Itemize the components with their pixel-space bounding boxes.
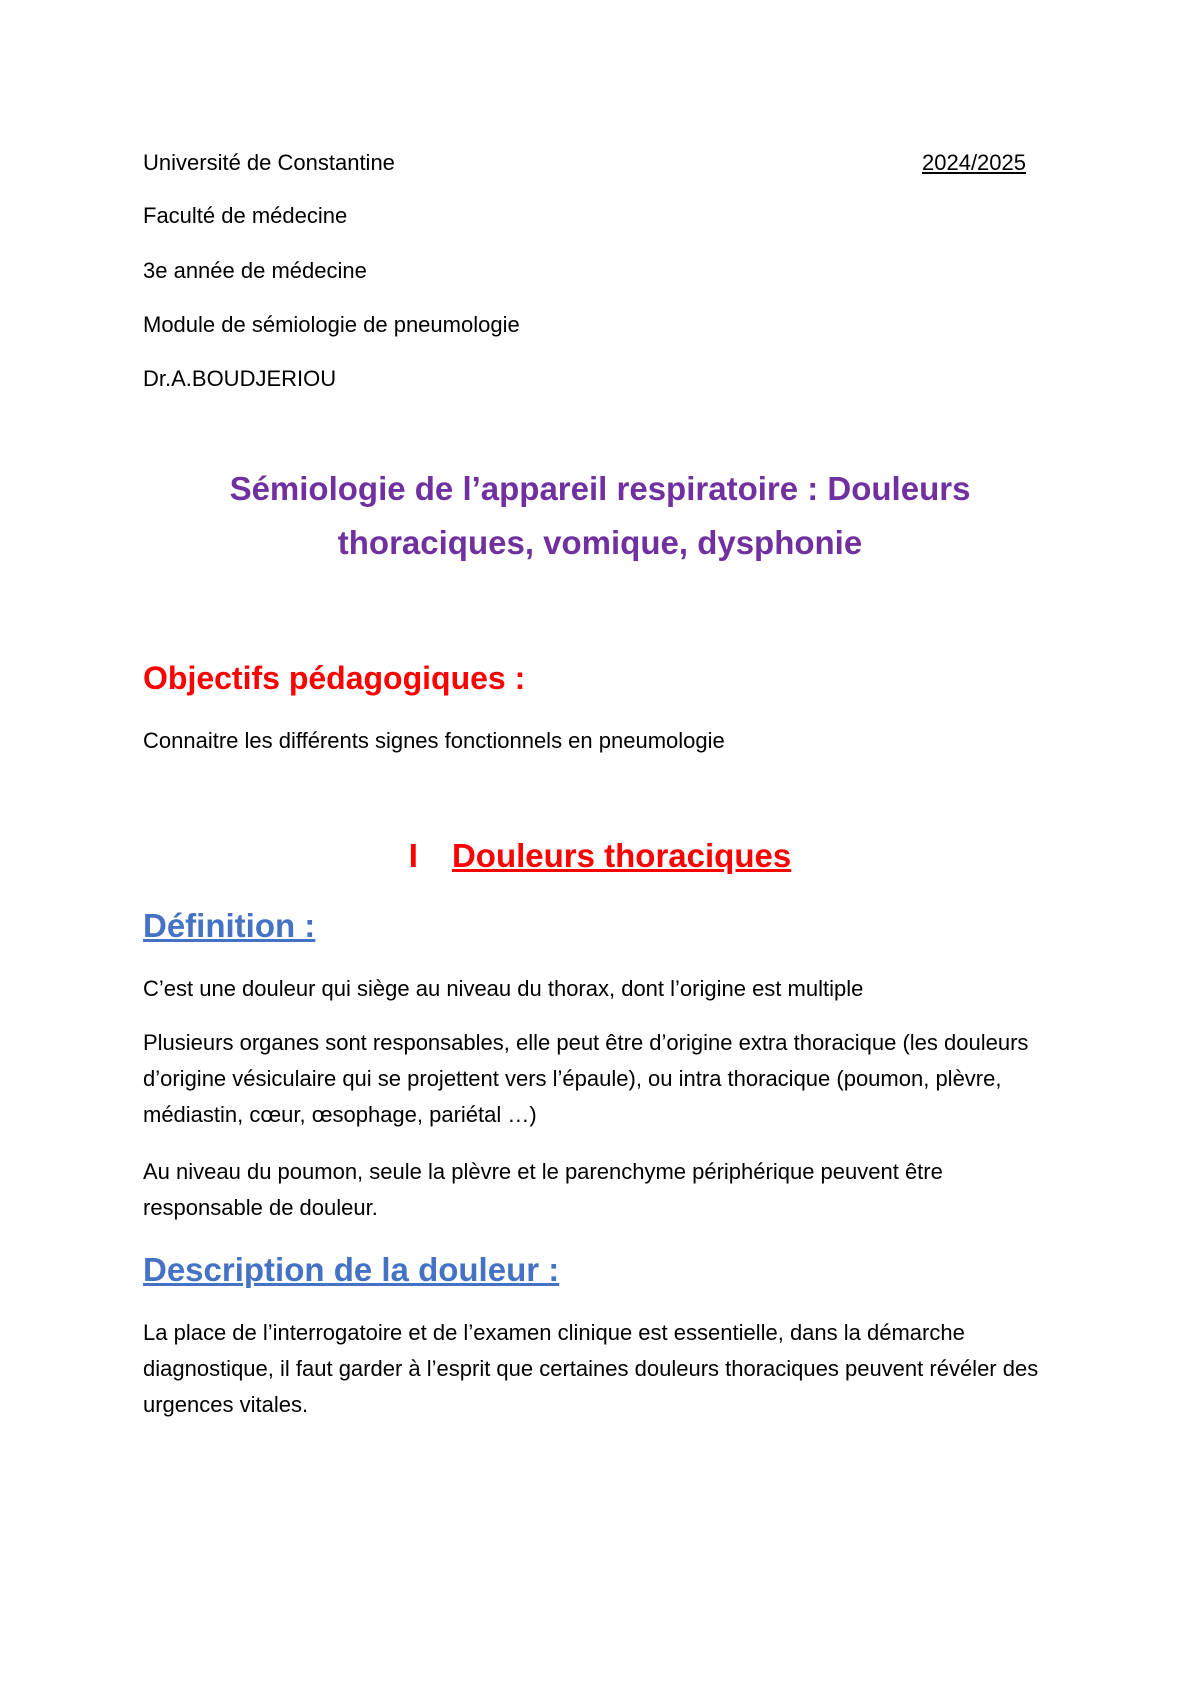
academic-year: 2024/2025 xyxy=(922,150,1026,175)
definition-paragraph-3: Au niveau du poumon, seule la plèvre et le parenchyme périphérique peuvent être responsable de douleur. xyxy=(143,1159,943,1220)
module-name: Module de sémiologie de pneumologie xyxy=(143,312,520,337)
description-heading: Description de la douleur : xyxy=(143,1251,560,1288)
study-level: 3e année de médecine xyxy=(143,258,367,283)
definition-paragraph-2: Plusieurs organes sont responsables, elle peut être d’origine extra thoracique (les douleurs d’origine vésiculaire qui se projettent vers l’épaule), ou intra thoracique (poumon, plèvre, médiastin, cœur, œsophage, pariétal …) xyxy=(143,1030,1029,1127)
faculty-name: Faculté de médecine xyxy=(143,203,348,228)
section-heading xyxy=(0,835,1200,877)
objectives-heading: Objectifs pédagogiques : xyxy=(143,660,526,696)
document-title-line-2: thoraciques, vomique, dysphonie xyxy=(337,524,863,561)
section-title: Douleurs thoraciques xyxy=(451,837,792,874)
section-number: I xyxy=(408,837,418,874)
document-title-line-1: Sémiologie de l’appareil respiratoire : Douleurs xyxy=(229,470,971,507)
description-paragraph-1: La place de l’interrogatoire et de l’examen clinique est essentielle, dans la démarche diagnostique, il faut garder à l’esprit que certaines douleurs thoraciques peuvent révéler des urgences vitales. xyxy=(143,1320,1039,1417)
objectives-text: Connaitre les différents signes fonctionnels en pneumologie xyxy=(143,728,725,753)
definition-paragraph-1: C’est une douleur qui siège au niveau du thorax, dont l’origine est multiple xyxy=(143,976,864,1001)
university-name: Université de Constantine xyxy=(143,150,395,175)
author-name: Dr.A.BOUDJERIOU xyxy=(143,366,337,391)
document-title xyxy=(100,462,1100,570)
definition-heading: Définition : xyxy=(143,907,316,944)
